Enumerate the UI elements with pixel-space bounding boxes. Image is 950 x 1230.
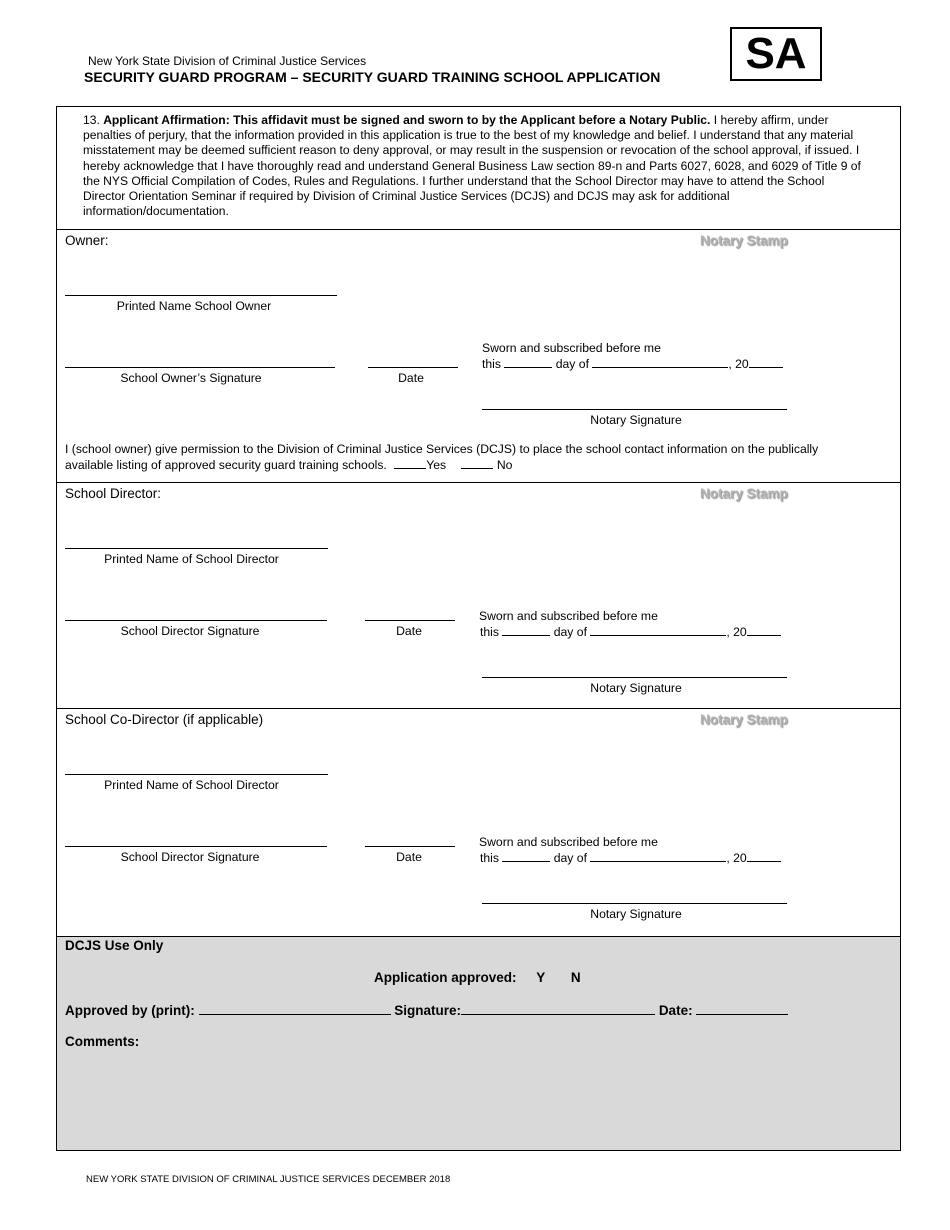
codirector-month-field[interactable] [590, 850, 726, 862]
owner-printed-name-label: Printed Name School Owner [116, 299, 272, 313]
approved-yes-option[interactable]: Y [536, 970, 546, 985]
director-date-line[interactable] [365, 620, 455, 621]
owner-heading: Owner: [65, 233, 109, 248]
director-heading: School Director: [65, 486, 162, 501]
director-signature-line[interactable] [65, 620, 327, 621]
codirector-this-label: this [480, 851, 499, 865]
dcjs-date-label: Date: [658, 1003, 693, 1018]
codirector-printed-name-label: Printed Name of School Director [104, 778, 279, 792]
affirmation-number: 13. [83, 113, 100, 127]
owner-signature-line[interactable] [65, 367, 335, 368]
owner-date-line[interactable] [368, 367, 458, 368]
owner-permission-text [65, 442, 865, 473]
approved-no-option[interactable]: N [570, 970, 581, 985]
owner-permission-no-label: No [496, 458, 513, 473]
codirector-day-field[interactable] [502, 850, 550, 862]
director-notary-stamp: Notary Stamp [700, 486, 788, 501]
application-approved-row [374, 970, 581, 985]
divider-director [56, 708, 901, 709]
approved-by-field[interactable] [199, 1002, 391, 1015]
director-sworn-date-line [480, 624, 781, 639]
form-code-badge: SA [730, 27, 822, 81]
director-printed-name-label: Printed Name of School Director [104, 552, 279, 566]
approved-by-label: Approved by (print): [65, 1003, 195, 1018]
owner-year-field[interactable] [749, 356, 783, 368]
dcjs-signature-label: Signature: [394, 1003, 462, 1018]
divider-affirmation [56, 229, 901, 230]
codirector-year-prefix: , 20 [726, 851, 747, 865]
divider-codirector [56, 936, 901, 937]
owner-year-prefix: , 20 [728, 357, 749, 371]
director-day-field[interactable] [502, 624, 550, 636]
owner-notary-stamp: Notary Stamp [700, 233, 788, 248]
owner-permission-yes-label: Yes [426, 458, 447, 473]
codirector-signature-line[interactable] [65, 846, 327, 847]
director-signature-label: School Director Signature [120, 624, 260, 638]
dcjs-use-area [57, 937, 900, 1150]
director-notary-signature-label: Notary Signature [590, 681, 682, 695]
dcjs-heading: DCJS Use Only [65, 938, 164, 953]
codirector-date-line[interactable] [365, 846, 455, 847]
owner-signature-label: School Owner’s Signature [120, 371, 262, 385]
director-sworn-label: Sworn and subscribed before me [479, 609, 658, 623]
owner-date-label: Date [398, 371, 424, 385]
codirector-sworn-date-line [480, 850, 781, 865]
affirmation-text [83, 113, 865, 219]
approval-row [65, 1002, 788, 1018]
page-footer: NEW YORK STATE DIVISION OF CRIMINAL JUSTICE SERVICES DECEMBER 2018 [86, 1174, 451, 1185]
owner-notary-signature-line[interactable] [482, 409, 787, 410]
owner-sworn-label: Sworn and subscribed before me [482, 341, 661, 355]
dcjs-signature-field[interactable] [461, 1002, 655, 1015]
owner-permission-no-field[interactable] [461, 457, 493, 469]
agency-name: New York State Division of Criminal Justice Services [88, 54, 367, 68]
codirector-day-of-label: day of [553, 851, 587, 865]
codirector-year-field[interactable] [747, 850, 781, 862]
director-this-label: this [480, 625, 499, 639]
owner-sworn-date-line [482, 356, 783, 371]
owner-notary-signature-label: Notary Signature [590, 413, 682, 427]
affirmation-heading: Applicant Affirmation: This affidavit must be signed and sworn to by the Applicant before a Notary Public. [103, 113, 711, 127]
director-day-of-label: day of [553, 625, 587, 639]
owner-day-of-label: day of [555, 357, 589, 371]
codirector-notary-signature-line[interactable] [482, 903, 787, 904]
codirector-heading: School Co-Director (if applicable) [65, 712, 264, 727]
director-year-field[interactable] [747, 624, 781, 636]
codirector-sworn-label: Sworn and subscribed before me [479, 835, 658, 849]
application-approved-label: Application approved: [374, 970, 517, 985]
divider-owner [56, 482, 901, 483]
owner-this-label: this [482, 357, 501, 371]
affirmation-body: I hereby affirm, under penalties of perjury, that the information provided in this application is true to the best of my knowledge and belief. I understand that any material misstatement may be deemed sufficient reason to deny approval, or may result in the suspension or revocation of the school approval, if issued. I hereby acknowledge that I have thoroughly read and understand General Business Law section 89-n and Parts 6027, 6028, and 6029 of Title 9 of the NYS Official Compilation of Codes, Rules and Regulations. I further understand that the School Director may have to attend the School Director Orientation Seminar if required by Division of Criminal Justice Services (DCJS) and DCJS may ask for additional information/documentation. [83, 113, 861, 219]
director-notary-signature-line[interactable] [482, 677, 787, 678]
comments-label: Comments: [65, 1034, 140, 1049]
codirector-date-label: Date [396, 850, 422, 864]
codirector-signature-label: School Director Signature [120, 850, 260, 864]
owner-permission-statement: I (school owner) give permission to the Division of Criminal Justice Services (DCJS) to place the school contact information on the publically available listing of approved security guard training schools. [65, 442, 819, 473]
owner-printed-name-line[interactable] [65, 295, 337, 296]
owner-month-field[interactable] [592, 356, 728, 368]
dcjs-date-field[interactable] [696, 1002, 788, 1015]
codirector-notary-signature-label: Notary Signature [590, 907, 682, 921]
owner-day-field[interactable] [504, 356, 552, 368]
codirector-printed-name-line[interactable] [65, 774, 328, 775]
form-title: SECURITY GUARD PROGRAM – SECURITY GUARD TRAINING SCHOOL APPLICATION [84, 69, 661, 85]
director-date-label: Date [396, 624, 422, 638]
director-printed-name-line[interactable] [65, 548, 328, 549]
director-month-field[interactable] [590, 624, 726, 636]
director-year-prefix: , 20 [726, 625, 747, 639]
owner-permission-yes-field[interactable] [394, 457, 426, 469]
codirector-notary-stamp: Notary Stamp [700, 712, 788, 727]
